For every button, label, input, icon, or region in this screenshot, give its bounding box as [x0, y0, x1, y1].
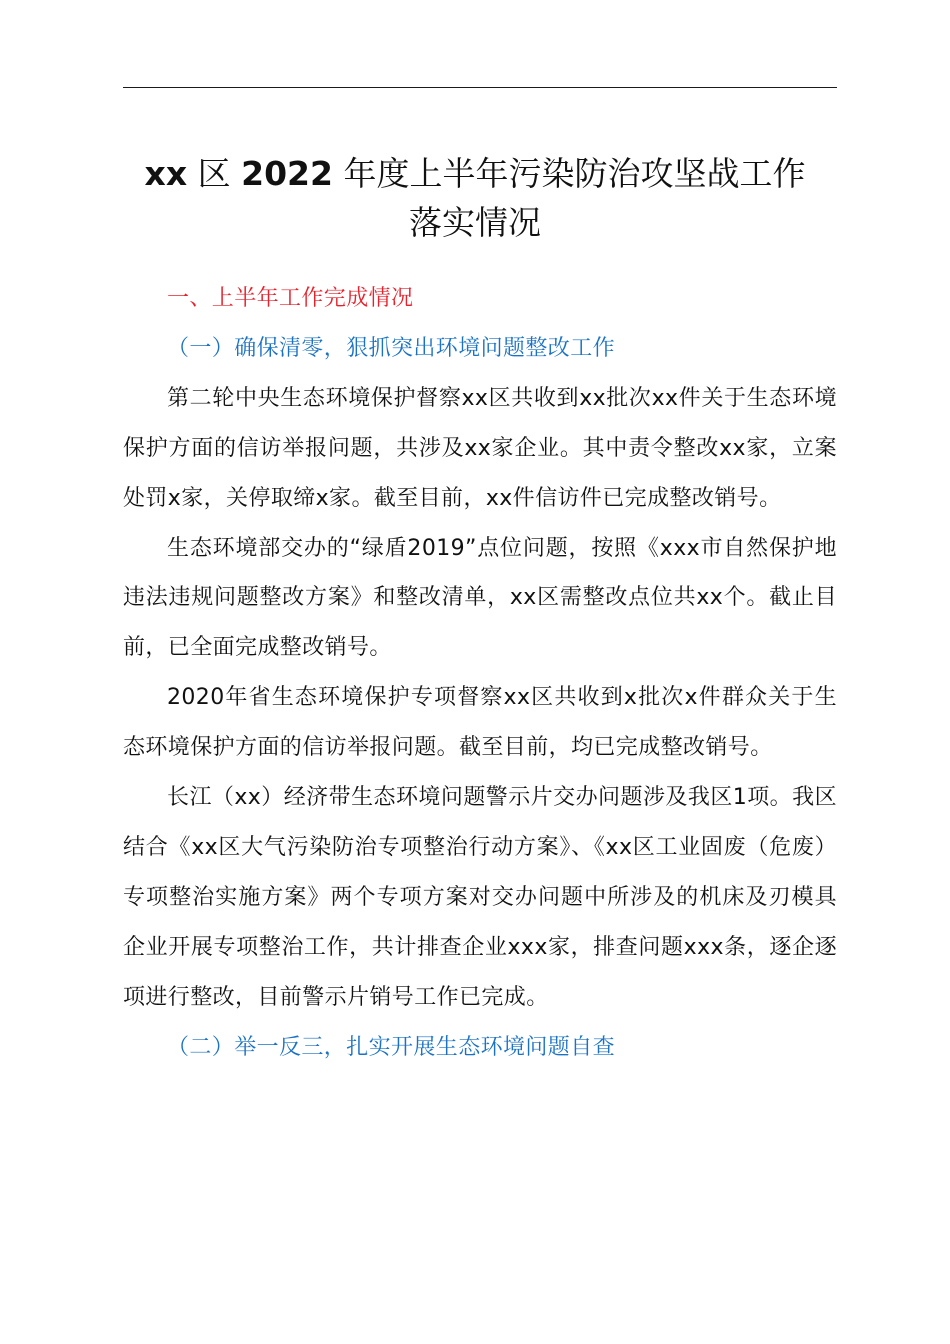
body-paragraph-4: 长江（xx）经济带生态环境问题警示片交办问题涉及我区1项。我区结合《xx区大气污染防治专项整治行动方案》、《xx区工业固废（危废）专项整治实施方案》两个专项方案对交办问题中所涉及的机床及刃模具企业开展专项整治工作，共计排查企业xxx家，排查问题xxx条，逐企逐项进行整改，目前警示片销号工作已完成。 — [123, 785, 837, 1010]
document-body — [123, 274, 837, 1073]
subsection-heading-1: （一）确保清零，狠抓突出环境问题整改工作 — [167, 335, 616, 361]
body-paragraph-1: 第二轮中央生态环境保护督察xx区共收到xx批次xx件关于生态环境保护方面的信访举报问题，共涉及xx家企业。其中责令整改xx家，立案处罚x家，关停取缔x家。截至目前，xx件信访件已完成整改销号。 — [123, 385, 837, 511]
subsection-heading-2: （二）举一反三，扎实开展生态环境问题自查 — [167, 1034, 616, 1060]
section-heading-1: 一、上半年工作完成情况 — [167, 286, 414, 311]
title-year: 2022 — [241, 154, 333, 193]
title-region: 区 — [197, 154, 231, 193]
document-title-line-1 — [110, 150, 840, 198]
header-rule — [123, 87, 837, 88]
title-prefix: xx — [144, 154, 188, 193]
body-paragraph-2: 生态环境部交办的“绿盾2019”点位问题，按照《xxx市自然保护地违法违规问题整改方案》和整改清单，xx区需整改点位共xx个。截止目前，已全面完成整改销号。 — [123, 535, 837, 661]
document-title-line-2: 落实情况 — [409, 203, 541, 242]
body-paragraph-3: 2020年省生态环境保护专项督察xx区共收到x批次x件群众关于生态环境保护方面的信访举报问题。截至目前，均已完成整改销号。 — [123, 685, 837, 761]
title-rest: 年度上半年污染防治攻坚战工作 — [343, 154, 806, 193]
